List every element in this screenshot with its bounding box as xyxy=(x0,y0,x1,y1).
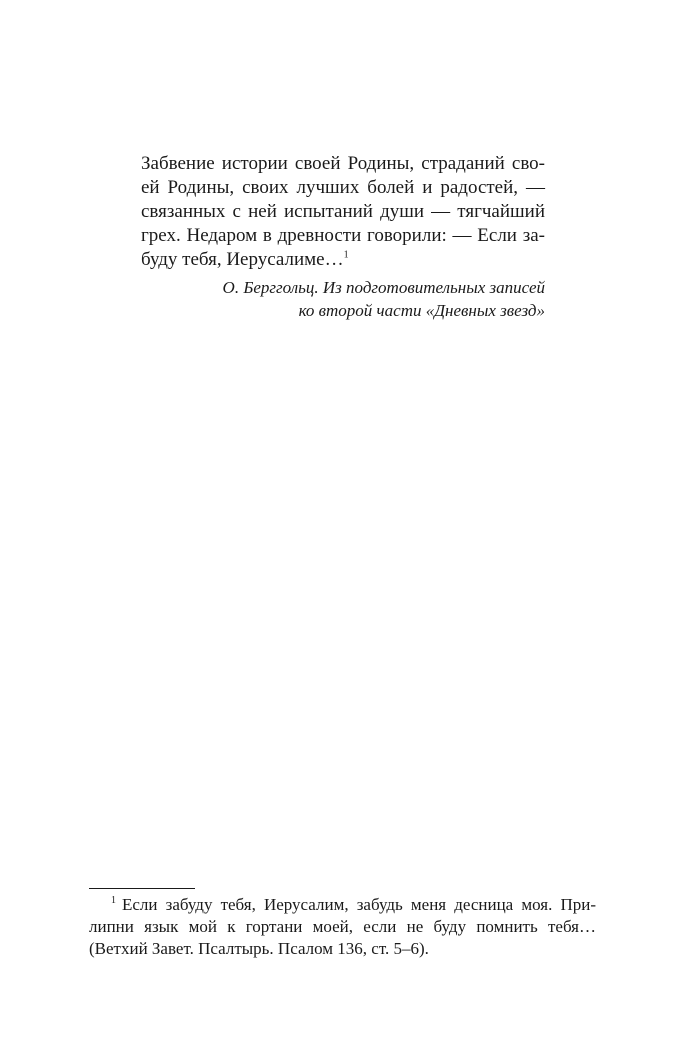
epigraph-line: связанных с ней испытаний души — тягчайший xyxy=(141,201,545,222)
epigraph-last-text: буду тебя, Иерусалиме… xyxy=(141,249,344,270)
footnote xyxy=(89,894,596,960)
footnote-line xyxy=(89,894,596,916)
epigraph-line: ей Родины, своих лучших болей и радостей, — xyxy=(141,177,545,198)
epigraph-line: грех. Недаром в древности говорили: — Если за- xyxy=(141,225,545,246)
epigraph xyxy=(141,152,545,322)
attribution-line: О. Берггольц. Из подготовительных записей xyxy=(222,278,545,297)
footnote-line: (Ветхий Завет. Псалтырь. Псалом 136, ст. 5–6). xyxy=(89,939,429,958)
epigraph-attribution xyxy=(141,276,545,322)
epigraph-line xyxy=(141,248,545,272)
footnote-reference[interactable]: 1 xyxy=(343,249,349,261)
footnote-marker: 1 xyxy=(111,895,116,907)
footnote-separator xyxy=(89,888,195,889)
attribution-line: ко второй части «Дневных звезд» xyxy=(298,301,545,320)
footnote-line: липни язык мой к гортани моей, если не буду помнить тебя… xyxy=(89,917,596,936)
footnote-text: Если забуду тебя, Иерусалим, забудь меня десница моя. При- xyxy=(122,895,596,914)
epigraph-line: Забвение истории своей Родины, страданий сво- xyxy=(141,153,545,174)
